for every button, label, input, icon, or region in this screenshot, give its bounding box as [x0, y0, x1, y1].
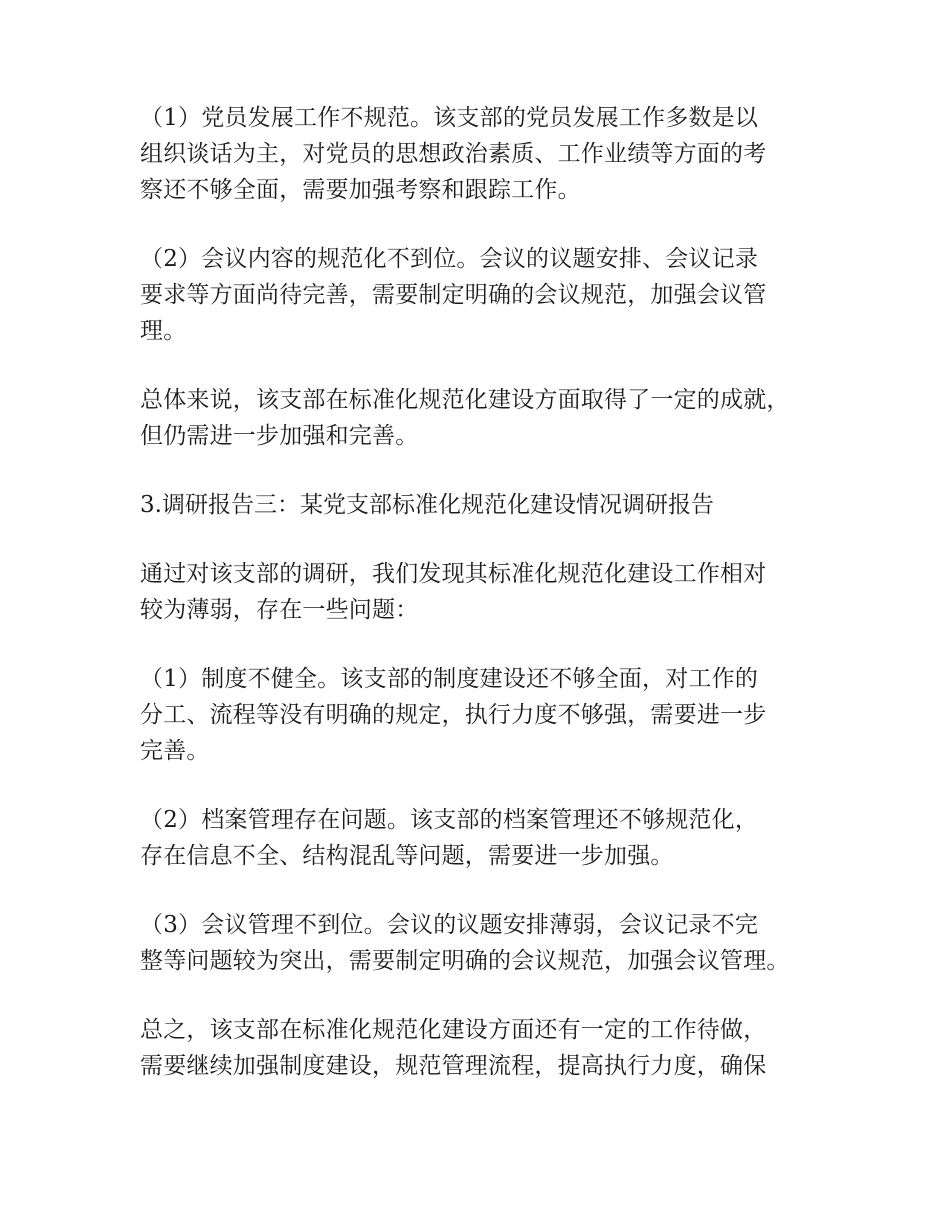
- paragraph-conclusion: [140, 1012, 840, 1084]
- text-line: 但仍需进一步加强和完善。: [140, 423, 419, 449]
- paragraph-system-issues: [140, 661, 840, 769]
- text-line: （3）会议管理不到位。会议的议题安排薄弱，会议记录不完: [140, 912, 759, 938]
- text-line: （2）档案管理存在问题。该支部的档案管理还不够规范化，: [140, 807, 759, 833]
- text-line: 察还不够全面，需要加强考察和跟踪工作。: [140, 177, 581, 203]
- document-body: [140, 100, 840, 1117]
- text-line: 较为薄弱，存在一些问题：: [140, 597, 419, 623]
- paragraph-meeting-management: [140, 907, 840, 979]
- text-line: 整等问题较为突出，需要制定明确的会议规范，加强会议管理。: [140, 948, 790, 974]
- text-line: （1）制度不健全。该支部的制度建设还不够全面，对工作的: [140, 666, 759, 692]
- text-line: 分工、流程等没有明确的规定，执行力度不够强，需要进一步: [140, 702, 767, 728]
- text-line: （1）党员发展工作不规范。该支部的党员发展工作多数是以: [140, 105, 759, 131]
- paragraph-party-member-development: [140, 100, 840, 208]
- text-line: 完善。: [140, 738, 210, 764]
- text-line: 存在信息不全、结构混乱等问题，需要进一步加强。: [140, 843, 674, 869]
- paragraph-archive-issues: [140, 802, 840, 874]
- paragraph-meeting-content: [140, 241, 840, 349]
- heading-text: 3.调研报告三：某党支部标准化规范化建设情况调研报告: [140, 492, 714, 518]
- paragraph-survey-intro: [140, 556, 840, 628]
- text-line: （2）会议内容的规范化不到位。会议的议题安排、会议记录: [140, 246, 759, 272]
- text-line: 组织谈话为主，对党员的思想政治素质、工作业绩等方面的考: [140, 141, 767, 167]
- text-line: 理。: [140, 318, 187, 344]
- text-line: 总之，该支部在标准化规范化建设方面还有一定的工作待做，: [140, 1017, 767, 1043]
- section-heading-report-three: [140, 487, 840, 523]
- paragraph-overall-summary: [140, 382, 840, 454]
- text-line: 总体来说，该支部在标准化规范化建设方面取得了一定的成就，: [140, 387, 790, 413]
- text-line: 需要继续加强制度建设，规范管理流程，提高执行力度，确保: [140, 1053, 767, 1079]
- text-line: 通过对该支部的调研，我们发现其标准化规范化建设工作相对: [140, 561, 767, 587]
- text-line: 要求等方面尚待完善，需要制定明确的会议规范，加强会议管: [140, 282, 767, 308]
